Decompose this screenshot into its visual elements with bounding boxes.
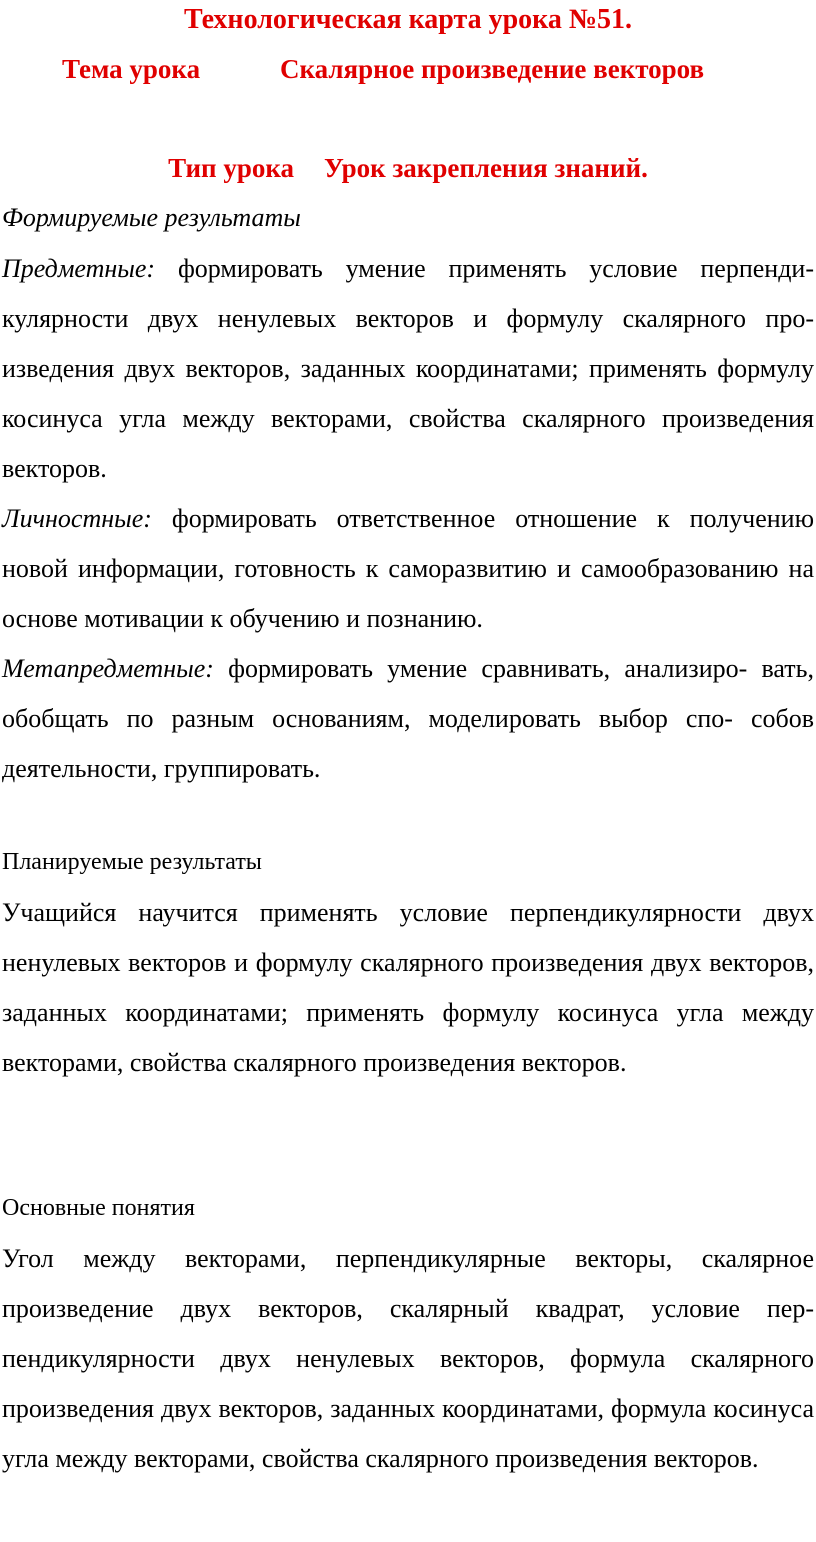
- planned-results-paragraph: Учащийся научится применять условие перпендикулярности двух ненулевых векторов и формулу скалярного произведения двух векторов, заданных координатами; применять формулу косинуса угла между векторами, свойства скалярного произведения векторов.: [2, 898, 814, 1077]
- subject-results-paragraph: [2, 244, 814, 494]
- subject-results-text: формировать умение применять условие перпендикулярности двух ненулевых векторов и формулу скалярного произведения двух векторов, заданных координатами; применять формулу косинуса угла между векторами, свойства скалярного произведения векторов.: [2, 254, 815, 483]
- meta-results-label: Метапредметные:: [2, 654, 214, 683]
- lesson-type-value: Урок закрепления знаний.: [324, 153, 648, 183]
- personal-results-text: формировать ответственное отношение к получению новой информации, готовность к саморазвитию и самообразованию на основе мотивации к обучению и познанию.: [2, 504, 814, 633]
- topic-label: Тема урока: [62, 54, 201, 84]
- lesson-type-label: Тип урока: [168, 153, 295, 183]
- key-concepts-heading: Основные понятия: [2, 1195, 195, 1221]
- personal-results-label: Личностные:: [2, 504, 152, 533]
- lesson-card-title: Технологическая карта урока №51.: [183, 4, 633, 35]
- lesson-type-line: [0, 150, 816, 186]
- personal-results-paragraph: [2, 494, 814, 644]
- planned-results-heading: Планируемые результаты: [2, 849, 262, 875]
- formed-results-heading: Формируемые результаты: [2, 203, 301, 232]
- subject-results-label: Предметные:: [2, 254, 156, 283]
- topic-value: Скалярное произведение векторов: [280, 54, 705, 84]
- key-concepts-paragraph: Угол между векторами, перпендикулярные векторы, скалярное произведение двух векторов, скалярный квадрат, условие перпендикулярности двух ненулевых векторов, формула скалярного произведения двух векторов, заданных координатами, формула косинуса угла между векторами, свойства скалярного произведения векторов.: [2, 1244, 814, 1473]
- meta-results-paragraph: [2, 644, 814, 794]
- meta-results-text: формировать умение сравнивать, анализиро- вать, обобщать по разным основаниям, моделировать выбор спо- собов деятельности, группировать.: [2, 654, 815, 783]
